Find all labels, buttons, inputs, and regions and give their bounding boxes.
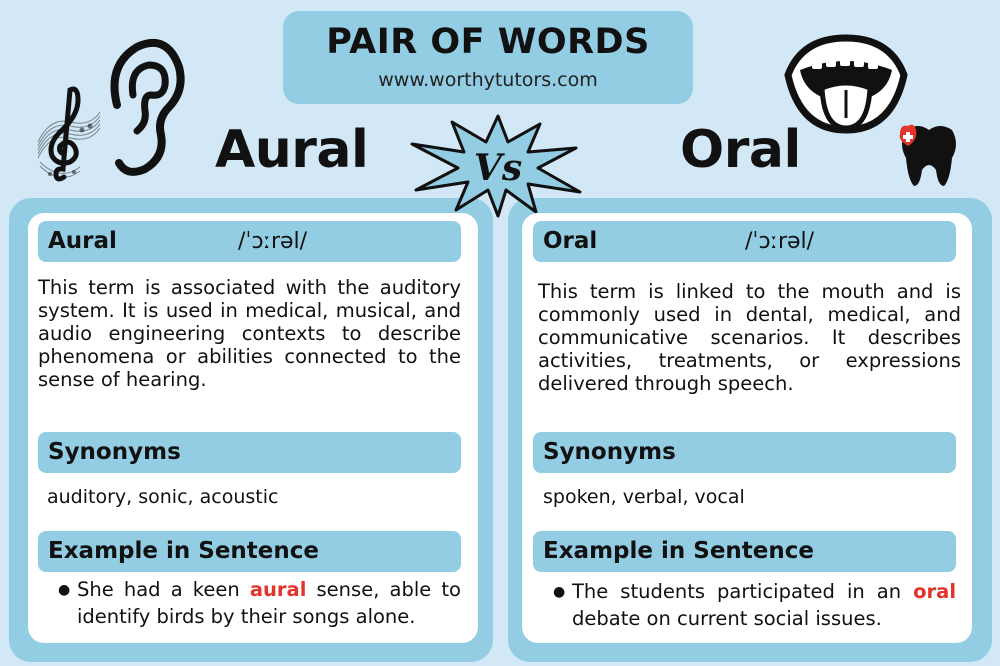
left-synonyms-heading: Synonyms: [48, 439, 181, 465]
right-example: [572, 578, 956, 632]
page-title: PAIR OF WORDS: [326, 22, 650, 62]
left-example-after: sense, able to identify birds by their songs alone.: [77, 578, 461, 628]
left-word-heading: Aural: [215, 120, 369, 180]
right-phonetic: /ˈɔːrəl/: [745, 229, 815, 254]
left-bullet: ●: [58, 582, 71, 598]
right-example-highlight: oral: [913, 580, 956, 603]
left-example-before: She had a keen: [77, 578, 250, 601]
right-example-heading: Example in Sentence: [543, 538, 814, 564]
right-word-label: Oral: [543, 228, 598, 254]
mouth-icon: [782, 30, 910, 135]
right-example-before: The students participated in an: [572, 580, 914, 603]
treble-clef-icon: [30, 82, 105, 187]
left-example-highlight: aural: [249, 578, 307, 601]
vs-burst-icon: [408, 112, 588, 220]
left-phonetic: /ˈɔːrəl/: [238, 229, 308, 254]
left-example: [77, 576, 461, 630]
site-url[interactable]: www.worthytutors.com: [378, 69, 598, 91]
left-synonyms: auditory, sonic, acoustic: [47, 486, 279, 508]
left-word-label: Aural: [48, 228, 117, 254]
ear-icon: [105, 35, 185, 180]
right-word-heading: Oral: [680, 120, 801, 180]
right-example-after: debate on current social issues.: [572, 607, 882, 630]
tooth-icon: [898, 120, 960, 190]
left-example-heading: Example in Sentence: [48, 538, 319, 564]
right-synonyms-heading: Synonyms: [543, 439, 676, 465]
vs-label: Vs: [473, 147, 523, 189]
right-bullet: ●: [553, 584, 566, 600]
left-definition: This term is associated with the auditory system. It is used in medical, musical, and audio engineering contexts to describe phenomena or abilities connected to the sense of hearing.: [38, 276, 461, 391]
right-definition: This term is linked to the mouth and is commonly used in dental, medical, and communicative scenarios. It describes activities, treatments, or expressions delivered through speech.: [538, 280, 961, 395]
right-synonyms: spoken, verbal, vocal: [543, 486, 745, 508]
